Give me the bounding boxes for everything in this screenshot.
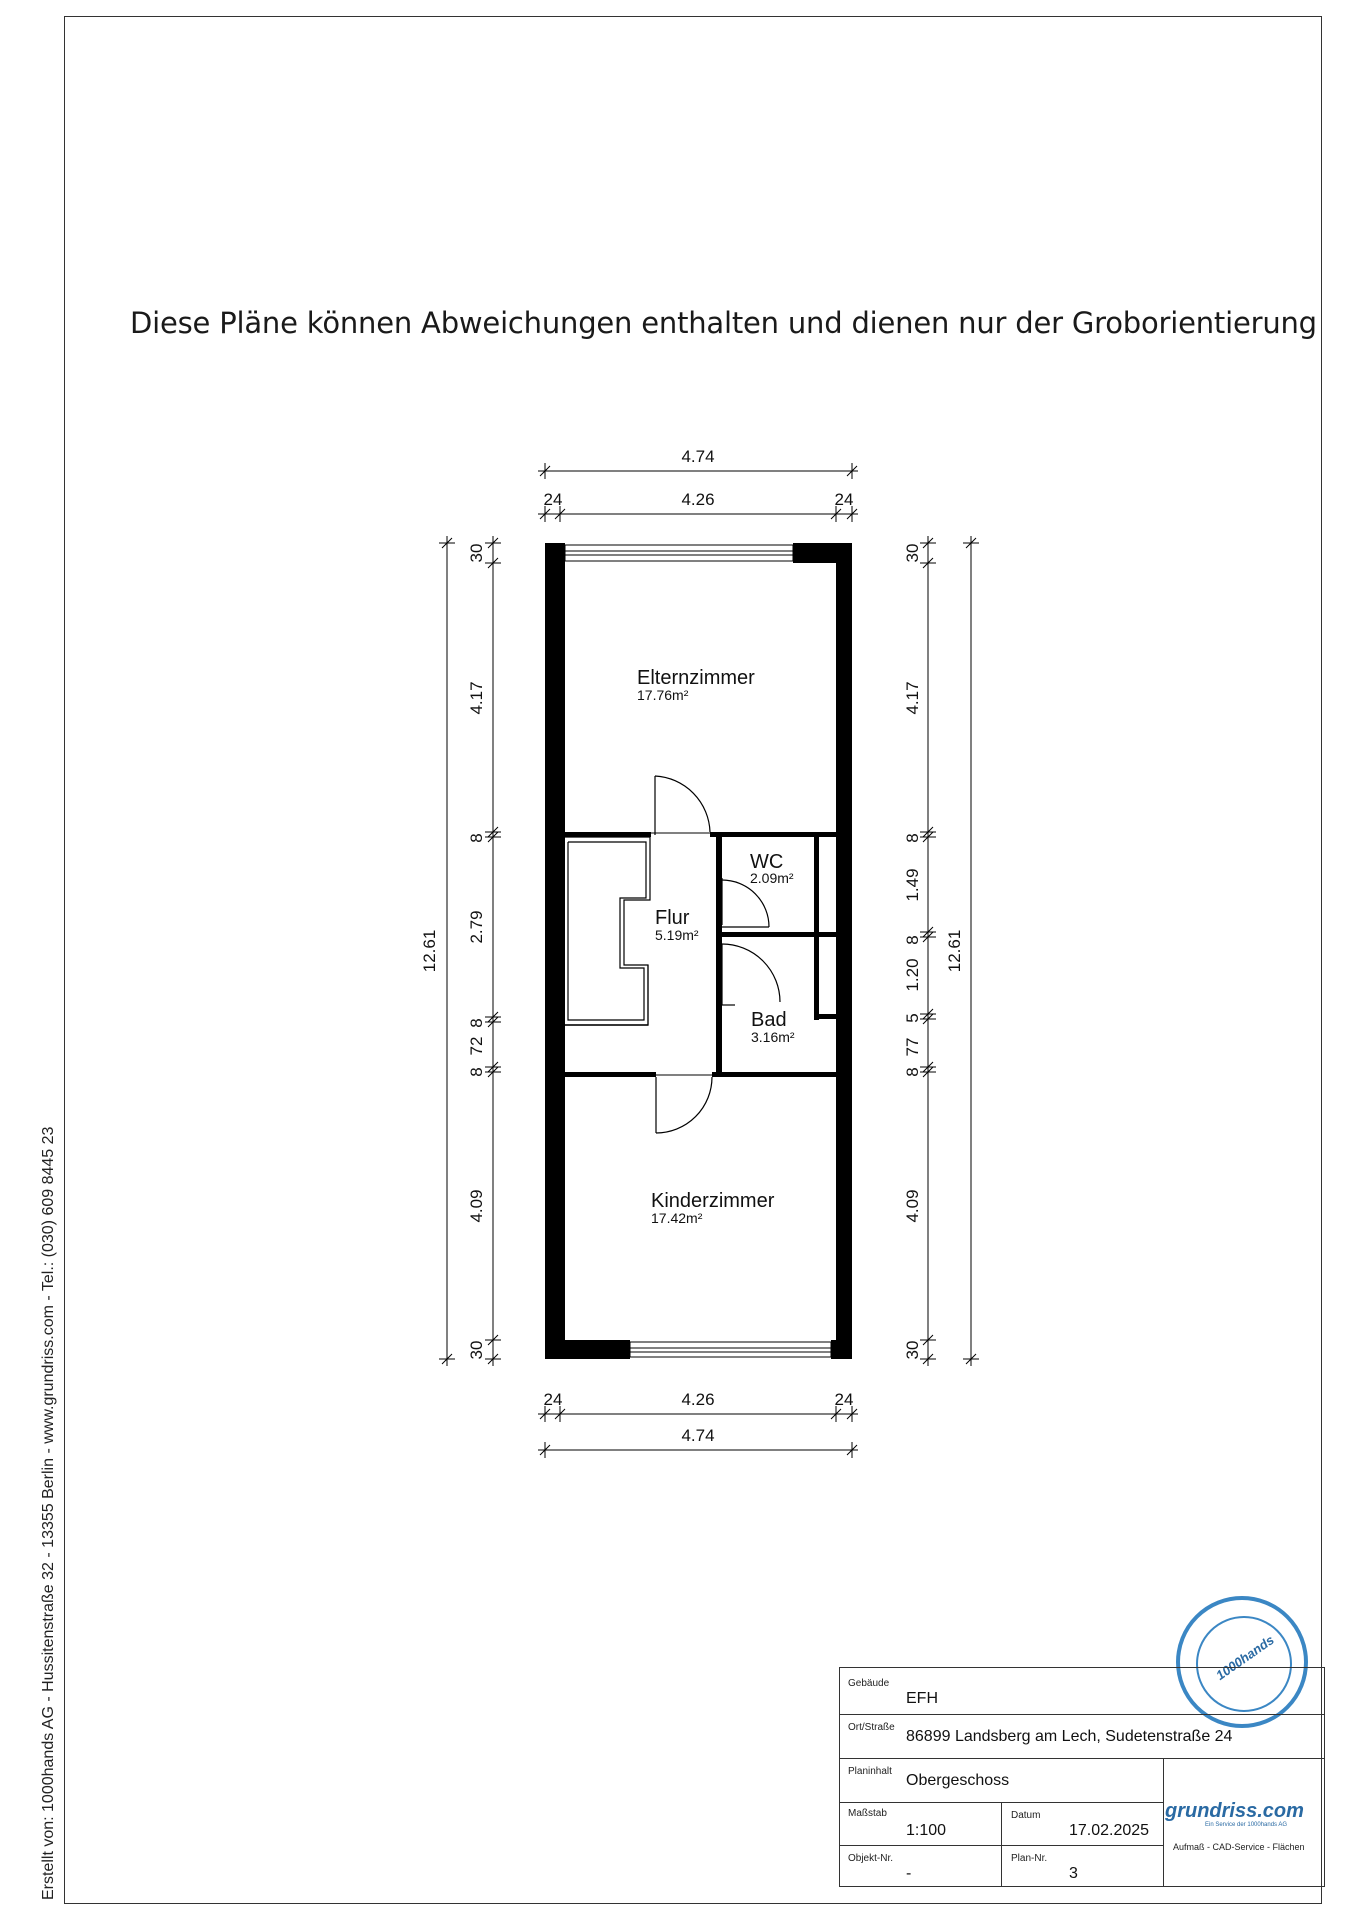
- dim-top-right: 24: [834, 490, 854, 509]
- label-datum: Datum: [1011, 1810, 1041, 1821]
- brand-tagline: Aufmaß - CAD-Service - Flächen: [1173, 1842, 1305, 1852]
- label-objekt: Objekt-Nr.: [848, 1853, 894, 1864]
- row-planinhalt: [840, 1758, 1164, 1803]
- label-massstab: Maßstab: [848, 1808, 887, 1819]
- cell-plan: [1001, 1845, 1164, 1887]
- outer-walls: [545, 543, 852, 1359]
- value-objekt: -: [906, 1865, 912, 1882]
- room-name-bad: Bad: [751, 1009, 787, 1031]
- value-gebaeude: EFH: [906, 1690, 938, 1707]
- dim-left-item: 8: [467, 1067, 486, 1077]
- disclaimer-text: Diese Pläne können Abweichungen enthalten und dienen nur der Groborientierung: [130, 306, 1317, 340]
- dim-left-item: 30: [467, 1340, 486, 1360]
- dim-right-item: 8: [903, 935, 922, 945]
- dim-right-item: 8: [903, 833, 922, 843]
- doors: [651, 776, 780, 1133]
- dim-right-item: 4.17: [903, 681, 922, 715]
- dim-left-item: 8: [467, 1018, 486, 1028]
- room-name-wc: WC: [750, 851, 784, 873]
- room-name-kinderzimmer: Kinderzimmer: [651, 1190, 775, 1212]
- interior-walls: [565, 832, 836, 1077]
- room-area-bad: 3.16m²: [751, 1029, 795, 1045]
- dim-top-mid: 4.26: [681, 490, 715, 509]
- dim-right-item: 1.49: [903, 868, 922, 902]
- dim-bottom-mid: 4.26: [681, 1390, 715, 1409]
- dimension-labels-right: [903, 544, 964, 1360]
- dim-left-item: 4.17: [467, 681, 486, 715]
- dim-bottom-total: 4.74: [681, 1426, 715, 1445]
- cell-datum: [1001, 1802, 1164, 1846]
- dim-left-item: 72: [467, 1036, 486, 1056]
- dim-left-item: 30: [467, 543, 486, 563]
- dim-right-item: 8: [903, 1067, 922, 1077]
- dim-left-item: 4.09: [467, 1189, 486, 1223]
- dim-right-item: 30: [903, 543, 922, 563]
- room-labels: [637, 667, 795, 1226]
- room-area-kinderzimmer: 17.42m²: [651, 1210, 703, 1226]
- value-datum: 17.02.2025: [1069, 1822, 1150, 1839]
- dim-bottom-left: 24: [543, 1390, 563, 1409]
- cell-objekt: [840, 1845, 1002, 1887]
- row-gebaeude: [840, 1668, 1324, 1715]
- dim-left-item: 8: [467, 833, 486, 843]
- value-plan: 3: [1069, 1865, 1078, 1882]
- dimension-lines: [439, 463, 979, 1458]
- dim-right-total: 12.61: [945, 929, 964, 973]
- room-area-wc: 2.09m²: [750, 870, 794, 886]
- dim-right-item: 77: [903, 1037, 922, 1057]
- label-gebaeude: Gebäude: [848, 1678, 890, 1689]
- window-bottom: [630, 1342, 831, 1357]
- brand-subtitle: Ein Service der 1000hands AG: [1205, 1822, 1288, 1828]
- value-massstab: 1:100: [906, 1822, 947, 1839]
- dim-right-item: 4.09: [903, 1189, 922, 1223]
- row-ort: [840, 1714, 1324, 1759]
- room-area-elternzimmer: 17.76m²: [637, 687, 689, 703]
- creator-info: Erstellt von: 1000hands AG - Hussitenstraße 32 - 13355 Berlin - www.grundriss.com - Tel.: (030) 609 8445 23: [40, 1126, 57, 1900]
- dim-bottom-right: 24: [834, 1390, 854, 1409]
- value-ort: 86899 Landsberg am Lech, Sudetenstraße 24: [906, 1728, 1233, 1745]
- label-ort: Ort/Straße: [848, 1722, 895, 1733]
- label-plan: Plan-Nr.: [1011, 1853, 1048, 1864]
- room-name-flur: Flur: [655, 907, 690, 929]
- dimension-labels-left: [420, 544, 486, 1360]
- dim-right-item: 1.20: [903, 958, 922, 992]
- value-planinhalt: Obergeschoss: [906, 1772, 1010, 1789]
- dim-right-item: 5: [903, 1013, 922, 1023]
- dim-left-item: 2.79: [467, 910, 486, 944]
- dim-top-total: 4.74: [681, 447, 715, 466]
- dimension-labels-horizontal: [544, 447, 854, 1445]
- window-top: [565, 545, 793, 561]
- cell-massstab: [840, 1802, 1002, 1846]
- dim-right-item: 30: [903, 1340, 922, 1360]
- dim-left-total: 12.61: [420, 929, 439, 973]
- room-area-flur: 5.19m²: [655, 927, 699, 943]
- dim-top-left: 24: [543, 490, 563, 509]
- closet: [563, 837, 650, 1025]
- stamp-text: 1000hands: [1213, 1632, 1277, 1683]
- label-planinhalt: Planinhalt: [848, 1766, 892, 1777]
- brand-logo: grundriss.com: [1165, 1800, 1304, 1822]
- room-name-elternzimmer: Elternzimmer: [637, 667, 755, 689]
- title-block: [839, 1667, 1325, 1887]
